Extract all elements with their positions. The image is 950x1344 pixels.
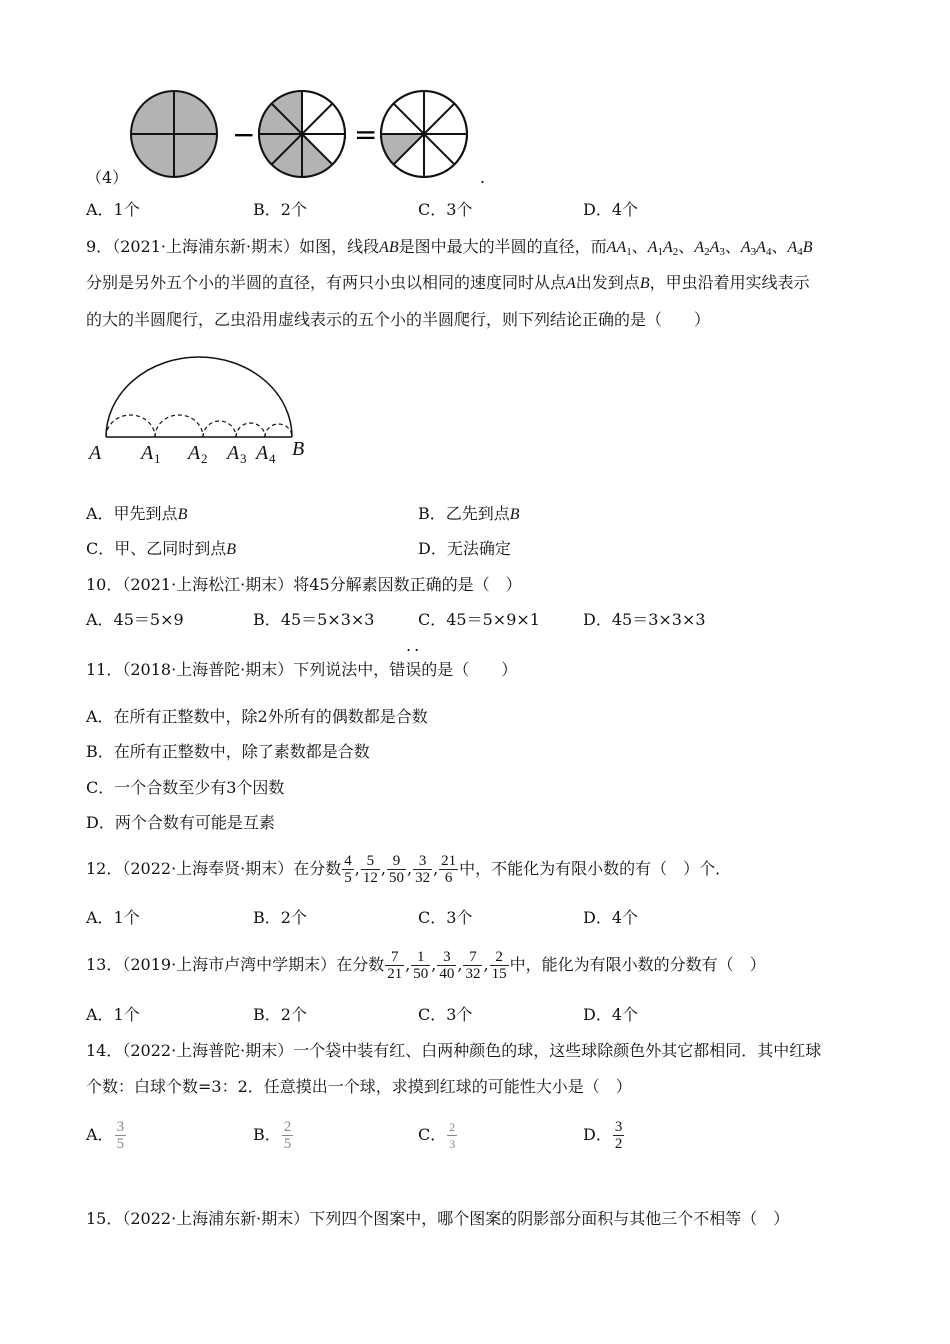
- q13-option-c[interactable]: C．3个: [418, 1005, 473, 1024]
- fraction: $\frac{2}{15}$: [491, 949, 507, 982]
- q11-option-d[interactable]: D．两个合数有可能是互素: [86, 813, 275, 832]
- q11-option-b[interactable]: B．在所有正整数中，除了素数都是合数: [86, 742, 370, 761]
- point-label-a2-sub: 2: [201, 451, 208, 466]
- q9-number: 9．: [86, 237, 113, 256]
- fraction: $\frac{4}{5}$: [344, 853, 352, 886]
- q12-source: （2022·上海奉贤·期末）: [122, 859, 294, 878]
- q15-source: （2022·上海浦东新·期末）: [122, 1209, 310, 1228]
- circle-eighths-one-shaded: [381, 91, 467, 177]
- small-semicircle-4: [236, 423, 265, 437]
- circle-eighths-five-shaded: [259, 91, 345, 177]
- q14-number: 14．: [86, 1041, 123, 1060]
- small-semicircle-1: [106, 415, 155, 437]
- point-label-b: B: [292, 438, 305, 460]
- q11-option-a[interactable]: A．在所有正整数中，除2外所有的偶数都是合数: [86, 707, 428, 726]
- point-label-a4-sub: 4: [269, 451, 276, 466]
- equals-sign: =: [354, 118, 378, 151]
- q12-option-d[interactable]: D．4个: [583, 908, 639, 927]
- emphasis-dots: ..: [406, 636, 423, 655]
- point-label-a1: A: [141, 442, 154, 464]
- q9-line-3: 的大的半圆爬行，乙虫沿用虚线表示的五个小的半圆爬行，则下列结论正确的是（ ）: [86, 310, 711, 329]
- q9-line-1: 9．（2021·上海浦东新·期末）如图，线段AB是图中最大的半圆的直径，而$AA_1$、$A_1A_2$、$A_2A_3$、$A_3A_4$、$A_4B$: [86, 237, 813, 258]
- circle-quarters-shaded: [131, 91, 217, 177]
- fraction: $\frac{7}{21}$: [387, 949, 403, 982]
- figure-period: .: [480, 168, 486, 187]
- q9-option-a[interactable]: A．甲先到点B: [86, 504, 188, 523]
- item-4-label: （4）: [86, 168, 129, 187]
- q13-source: （2019·上海市卢湾中学期末）: [122, 955, 337, 974]
- q9-option-b[interactable]: B．乙先到点B: [418, 504, 520, 523]
- small-semicircle-2: [155, 415, 203, 437]
- q10-stem: 10．（2021·上海松江·期末）将45分解素因数正确的是（ ）: [86, 575, 522, 594]
- q10-number: 10．: [86, 575, 123, 594]
- fraction: $\frac{2}{3}$: [449, 1120, 456, 1151]
- q12-option-b[interactable]: B．2个: [253, 908, 307, 927]
- q13-option-d[interactable]: D．4个: [583, 1005, 639, 1024]
- fraction: $\frac{3}{32}$: [415, 853, 431, 886]
- q13-option-b[interactable]: B．2个: [253, 1005, 307, 1024]
- point-label-a2: A: [188, 442, 201, 464]
- point-label-a3: A: [227, 442, 240, 464]
- q9-option-c[interactable]: C．甲、乙同时到点B: [86, 539, 237, 558]
- q10-option-b[interactable]: B．45＝5×3×3: [253, 610, 375, 629]
- q11-stem: 11．（2018·上海普陀·期末）下列说法中，错误的是（ ）: [86, 660, 518, 679]
- q9-source: （2021·上海浦东新·期末）: [112, 237, 300, 256]
- point-label-a4: A: [256, 442, 269, 464]
- q10-option-d[interactable]: D．45＝3×3×3: [583, 610, 706, 629]
- q14-stem-line-1: 14．（2022·上海普陀·期末）一个袋中装有红、白两种颜色的球，这些球除颜色外其它都相同．其中红球: [86, 1041, 822, 1060]
- fraction: $\frac{9}{50}$: [388, 853, 404, 886]
- q13-stem: 13．（2019·上海市卢湾中学期末）在分数 $\frac{7}{21}$ , $\frac{1}{50}$ , $\frac{3}{40}$ , $\frac{7}{32}$ , $\frac{2}{15}$ 中，能化为有限小数的分数有（ ）: [86, 949, 766, 982]
- q14-option-d[interactable]: D． $\frac{3}{2}$: [583, 1119, 623, 1152]
- q8-option-c[interactable]: C．3个: [418, 200, 473, 219]
- q8-option-b[interactable]: B．2个: [253, 200, 307, 219]
- q15-number: 15．: [86, 1209, 123, 1228]
- q13-option-a[interactable]: A．1个: [86, 1005, 140, 1024]
- fraction: $\frac{3}{5}$: [116, 1119, 125, 1152]
- q14-stem-line-2: 个数：白球个数=3：2．任意摸出一个球，求摸到红球的可能性大小是（ ）: [86, 1077, 632, 1096]
- q12-stem: 12．（2022·上海奉贤·期末）在分数 $\frac{4}{5}$ , $\frac{5}{12}$ , $\frac{9}{50}$ , $\frac{3}{32}$ , $\frac{21}{6}$ 中，不能化为有限小数的有（ ）个．: [86, 853, 732, 886]
- fraction: $\frac{21}{6}$: [441, 853, 457, 886]
- q14-option-c[interactable]: C． $\frac{2}{3}$: [418, 1120, 456, 1151]
- fraction-circles-figure: [120, 86, 490, 186]
- fraction: $\frac{3}{40}$: [439, 949, 455, 982]
- q8-option-d[interactable]: D．4个: [583, 200, 639, 219]
- fraction: $\frac{5}{12}$: [362, 853, 378, 886]
- minus-sign: −: [232, 118, 256, 151]
- fraction: $\frac{7}{32}$: [465, 949, 481, 982]
- point-label-a1-sub: 1: [154, 451, 161, 466]
- q12-option-c[interactable]: C．3个: [418, 908, 473, 927]
- q14-source: （2022·上海普陀·期末）: [122, 1041, 294, 1060]
- small-semicircle-3: [203, 421, 236, 437]
- q14-option-a[interactable]: A． $\frac{3}{5}$: [86, 1119, 125, 1152]
- q10-source: （2021·上海松江·期末）: [122, 575, 294, 594]
- q11-option-c[interactable]: C．一个合数至少有3个因数: [86, 778, 285, 797]
- q8-option-a[interactable]: A．1个: [86, 200, 140, 219]
- small-semicircle-5: [265, 424, 292, 437]
- q13-number: 13．: [86, 955, 123, 974]
- q10-option-c[interactable]: C．45＝5×9×1: [418, 610, 540, 629]
- q11-number: 11．: [86, 660, 123, 679]
- point-label-a: A: [89, 442, 102, 464]
- q10-option-a[interactable]: A．45＝5×9: [86, 610, 184, 629]
- point-label-a3-sub: 3: [240, 451, 247, 466]
- q9-option-d[interactable]: D．无法确定: [418, 539, 511, 558]
- q12-option-a[interactable]: A．1个: [86, 908, 140, 927]
- semicircle-figure: [86, 352, 316, 467]
- q14-option-b[interactable]: B． $\frac{2}{5}$: [253, 1119, 292, 1152]
- q11-source: （2018·上海普陀·期末）: [122, 660, 294, 679]
- q9-line-2: 分别是另外五个小的半圆的直径，有两只小虫以相同的速度同时从点A出发到点B，甲虫沿着用实线表示: [86, 273, 810, 292]
- fraction: $\frac{2}{5}$: [283, 1119, 292, 1152]
- q12-number: 12．: [86, 859, 123, 878]
- fraction: $\frac{1}{50}$: [413, 949, 429, 982]
- q15-stem: 15．（2022·上海浦东新·期末）下列四个图案中，哪个图案的阴影部分面积与其他三个不相等（ ）: [86, 1209, 790, 1228]
- fraction: $\frac{3}{2}$: [614, 1119, 623, 1152]
